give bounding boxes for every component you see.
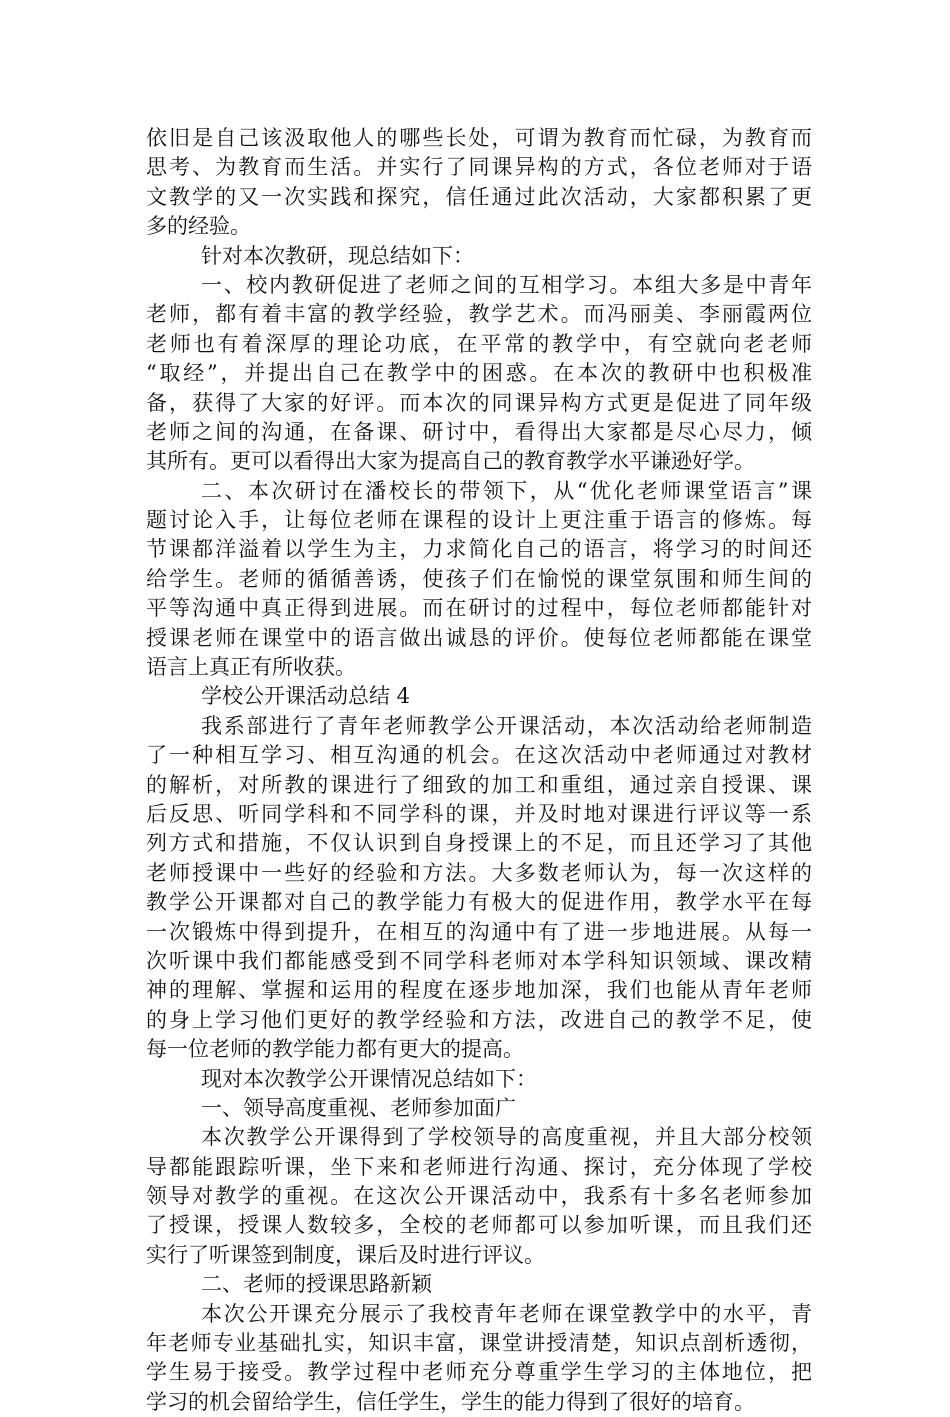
text-line: 文教学的又一次实践和探究，信任通过此次活动，大家都积累了更 — [146, 184, 812, 209]
text-line: 二、老师的授课思路新颖 — [201, 1272, 432, 1297]
text-line: 语言上真正有所收获。 — [146, 655, 356, 680]
text-line: 学生易于接受。教学过程中老师充分尊重学生学习的主体地位，把 — [146, 1360, 812, 1385]
text-line: 针对本次教研，现总结如下： — [201, 243, 474, 268]
text-line: 导都能跟踪听课，坐下来和老师进行沟通、探讨，充分体现了学校 — [146, 1154, 812, 1179]
text-line: 后反思、听同学科和不同学科的课，并及时地对课进行评议等一系 — [146, 801, 812, 826]
text-line: 依旧是自己该汲取他人的哪些长处，可谓为教育而忙碌，为教育而 — [146, 126, 812, 150]
text-line: 老师授课中一些好的经验和方法。大多数老师认为，每一次这样的 — [146, 860, 812, 885]
text-line: 一、领导高度重视、老师参加面广 — [201, 1095, 516, 1120]
text-line: 备，获得了大家的好评。而本次的同课异构方式更是促进了同年级 — [146, 390, 812, 415]
text-line: 一次锻炼中得到提升，在相互的沟通中有了进一步地进展。从每一 — [146, 919, 812, 944]
text-line: 题讨论入手，让每位老师在课程的设计上更注重于语言的修炼。每 — [146, 508, 812, 533]
text-line: 每一位老师的教学能力都有更大的提高。 — [146, 1037, 524, 1062]
text-line: 思考、为教育而生活。并实行了同课异构的方式，各位老师对于语 — [146, 155, 812, 180]
text-line: 给学生。老师的循循善诱，使孩子们在愉悦的课堂氛围和师生间的 — [146, 566, 812, 591]
text-line: “取经”，并提出自己在教学中的困惑。在本次的教研中也积极准 — [146, 361, 812, 386]
text-line: 次听课中我们都能感受到不同学科老师对本学科知识领域、课改精 — [146, 948, 812, 973]
text-line: 了授课，授课人数较多，全校的老师都可以参加听课，而且我们还 — [146, 1213, 812, 1238]
text-line: 神的理解、掌握和运用的程度在逐步地加深，我们也能从青年老师 — [146, 978, 812, 1003]
text-line: 其所有。更可以看得出大家为提高自己的教育教学水平谦逊好学。 — [146, 449, 755, 474]
text-line: 教学公开课都对自己的教学能力有极大的促进作用，教学水平在每 — [146, 890, 812, 915]
text-line: 学校公开课活动总结 4 — [201, 684, 411, 709]
text-line: 授课老师在课堂中的语言做出诚恳的评价。使每位老师都能在课堂 — [146, 625, 812, 650]
text-line: 老师，都有着丰富的教学经验，教学艺术。而冯丽美、李丽霞两位 — [146, 302, 812, 327]
text-line: 我系部进行了青年老师教学公开课活动，本次活动给老师制造 — [201, 713, 812, 738]
text-line: 老师之间的沟通，在备课、研讨中，看得出大家都是尽心尽力，倾 — [146, 419, 812, 444]
text-line: 列方式和措施，不仅认识到自身授课上的不足，而且还学习了其他 — [146, 831, 812, 856]
text-line: 的解析，对所教的课进行了细致的加工和重组，通过亲自授课、课 — [146, 772, 812, 797]
text-line: 领导对教学的重视。在这次公开课活动中，我系有十多名老师参加 — [146, 1184, 812, 1209]
text-line: 二、本次研讨在潘校长的带领下，从“优化老师课堂语言”课 — [201, 478, 812, 503]
text-line: 的身上学习他们更好的教学经验和方法，改进自己的教学不足，使 — [146, 1007, 812, 1032]
text-line: 本次公开课充分展示了我校青年老师在课堂教学中的水平，青 — [201, 1301, 812, 1326]
text-line: 一、校内教研促进了老师之间的互相学习。本组大多是中青年 — [201, 272, 812, 297]
document-body — [146, 124, 812, 1417]
text-line: 本次教学公开课得到了学校领导的高度重视，并且大部分校领 — [201, 1125, 812, 1150]
text-line: 节课都洋溢着以学生为主，力求简化自己的语言，将学习的时间还 — [146, 537, 812, 562]
text-line: 现对本次教学公开课情况总结如下： — [201, 1066, 537, 1091]
text-line: 学习的机会留给学生，信任学生，学生的能力得到了很好的培育。 — [146, 1389, 755, 1414]
text-line: 了一种相互学习、相互沟通的机会。在这次活动中老师通过对教材 — [146, 743, 812, 768]
text-line: 年老师专业基础扎实，知识丰富，课堂讲授清楚，知识点剖析透彻， — [146, 1331, 812, 1356]
text-line: 多的经验。 — [146, 214, 251, 239]
text-line: 平等沟通中真正得到进展。而在研讨的过程中，每位老师都能针对 — [146, 596, 812, 621]
text-line: 老师也有着深厚的理论功底，在平常的教学中，有空就向老老师 — [146, 331, 812, 356]
text-line: 实行了听课签到制度，课后及时进行评议。 — [146, 1242, 545, 1267]
